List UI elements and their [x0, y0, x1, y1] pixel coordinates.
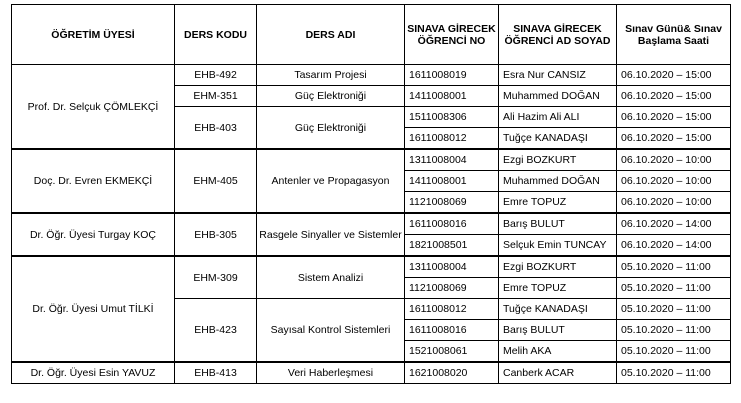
student-name-cell: Ezgi BOZKURT [499, 256, 617, 278]
student-name-cell: Muhammed DOĞAN [499, 86, 617, 107]
course-name-cell: Güç Elektroniği [257, 107, 405, 150]
student-name-cell: Emre TOPUZ [499, 192, 617, 214]
header-row [12, 5, 731, 65]
student-no-cell: 1621008020 [405, 362, 499, 384]
header-student-no: SINAVA GİRECEK ÖĞRENCİ NO [405, 5, 499, 65]
course-code-cell: EHB-403 [175, 107, 257, 150]
student-name-cell: Ezgi BOZKURT [499, 149, 617, 171]
table-row [12, 213, 731, 235]
exam-time-cell: 06.10.2020 – 15:00 [617, 65, 731, 86]
exam-time-cell: 06.10.2020 – 14:00 [617, 213, 731, 235]
course-code-cell: EHM-351 [175, 86, 257, 107]
exam-schedule [11, 4, 731, 384]
student-name-cell: Esra Nur CANSIZ [499, 65, 617, 86]
student-name-cell: Tuğçe KANADAŞI [499, 128, 617, 150]
table-row [12, 362, 731, 384]
table-row [12, 149, 731, 171]
student-no-cell: 1611008016 [405, 320, 499, 341]
instructor-cell: Doç. Dr. Evren EKMEKÇİ [12, 149, 175, 213]
student-name-cell: Tuğçe KANADAŞI [499, 299, 617, 320]
instructor-cell: Dr. Öğr. Üyesi Esin YAVUZ [12, 362, 175, 384]
student-name-cell: Muhammed DOĞAN [499, 171, 617, 192]
exam-time-cell: 05.10.2020 – 11:00 [617, 320, 731, 341]
student-no-cell: 1611008019 [405, 65, 499, 86]
student-no-cell: 1411008001 [405, 171, 499, 192]
student-name-cell: Ali Hazim Ali ALI [499, 107, 617, 128]
course-name-cell: Güç Elektroniği [257, 86, 405, 107]
exam-time-cell: 06.10.2020 – 14:00 [617, 235, 731, 257]
header-instructor: ÖĞRETİM ÜYESİ [12, 5, 175, 65]
course-code-cell: EHB-423 [175, 299, 257, 363]
table-body [12, 65, 731, 384]
student-no-cell: 1121008069 [405, 192, 499, 214]
header-exam-time: Sınav Günü& Sınav Başlama Saati [617, 5, 731, 65]
student-no-cell: 1611008012 [405, 128, 499, 150]
header-course-code: DERS KODU [175, 5, 257, 65]
course-code-cell: EHM-405 [175, 149, 257, 213]
student-no-cell: 1611008016 [405, 213, 499, 235]
table-row [12, 256, 731, 278]
course-code-cell: EHM-309 [175, 256, 257, 299]
course-name-cell: Sayısal Kontrol Sistemleri [257, 299, 405, 363]
exam-time-cell: 05.10.2020 – 11:00 [617, 278, 731, 299]
student-name-cell: Melih AKA [499, 341, 617, 363]
exam-time-cell: 06.10.2020 – 10:00 [617, 192, 731, 214]
student-name-cell: Canberk ACAR [499, 362, 617, 384]
course-name-cell: Sistem Analizi [257, 256, 405, 299]
student-no-cell: 1521008061 [405, 341, 499, 363]
student-name-cell: Barış BULUT [499, 320, 617, 341]
exam-time-cell: 06.10.2020 – 10:00 [617, 171, 731, 192]
exam-time-cell: 06.10.2020 – 15:00 [617, 86, 731, 107]
student-name-cell: Selçuk Emin TUNCAY [499, 235, 617, 257]
instructor-cell: Prof. Dr. Selçuk ÇÖMLEKÇİ [12, 65, 175, 150]
course-code-cell: EHB-492 [175, 65, 257, 86]
student-no-cell: 1121008069 [405, 278, 499, 299]
exam-time-cell: 05.10.2020 – 11:00 [617, 299, 731, 320]
instructor-cell: Dr. Öğr. Üyesi Umut TİLKİ [12, 256, 175, 362]
header-student-name: SINAVA GİRECEK ÖĞRENCİ AD SOYAD [499, 5, 617, 65]
instructor-cell: Dr. Öğr. Üyesi Turgay KOÇ [12, 213, 175, 256]
exam-time-cell: 05.10.2020 – 11:00 [617, 341, 731, 363]
exam-time-cell: 05.10.2020 – 11:00 [617, 256, 731, 278]
exam-time-cell: 05.10.2020 – 11:00 [617, 362, 731, 384]
course-name-cell: Tasarım Projesi [257, 65, 405, 86]
exam-time-cell: 06.10.2020 – 10:00 [617, 149, 731, 171]
student-name-cell: Emre TOPUZ [499, 278, 617, 299]
exam-schedule-table [11, 4, 731, 384]
student-no-cell: 1311008004 [405, 256, 499, 278]
exam-time-cell: 06.10.2020 – 15:00 [617, 128, 731, 150]
table-row [12, 65, 731, 86]
course-code-cell: EHB-413 [175, 362, 257, 384]
course-name-cell: Rasgele Sinyaller ve Sistemler [257, 213, 405, 256]
student-no-cell: 1311008004 [405, 149, 499, 171]
student-no-cell: 1821008501 [405, 235, 499, 257]
student-name-cell: Barış BULUT [499, 213, 617, 235]
course-name-cell: Veri Haberleşmesi [257, 362, 405, 384]
course-code-cell: EHB-305 [175, 213, 257, 256]
student-no-cell: 1611008012 [405, 299, 499, 320]
student-no-cell: 1511008306 [405, 107, 499, 128]
student-no-cell: 1411008001 [405, 86, 499, 107]
course-name-cell: Antenler ve Propagasyon [257, 149, 405, 213]
exam-time-cell: 06.10.2020 – 15:00 [617, 107, 731, 128]
header-course-name: DERS ADI [257, 5, 405, 65]
